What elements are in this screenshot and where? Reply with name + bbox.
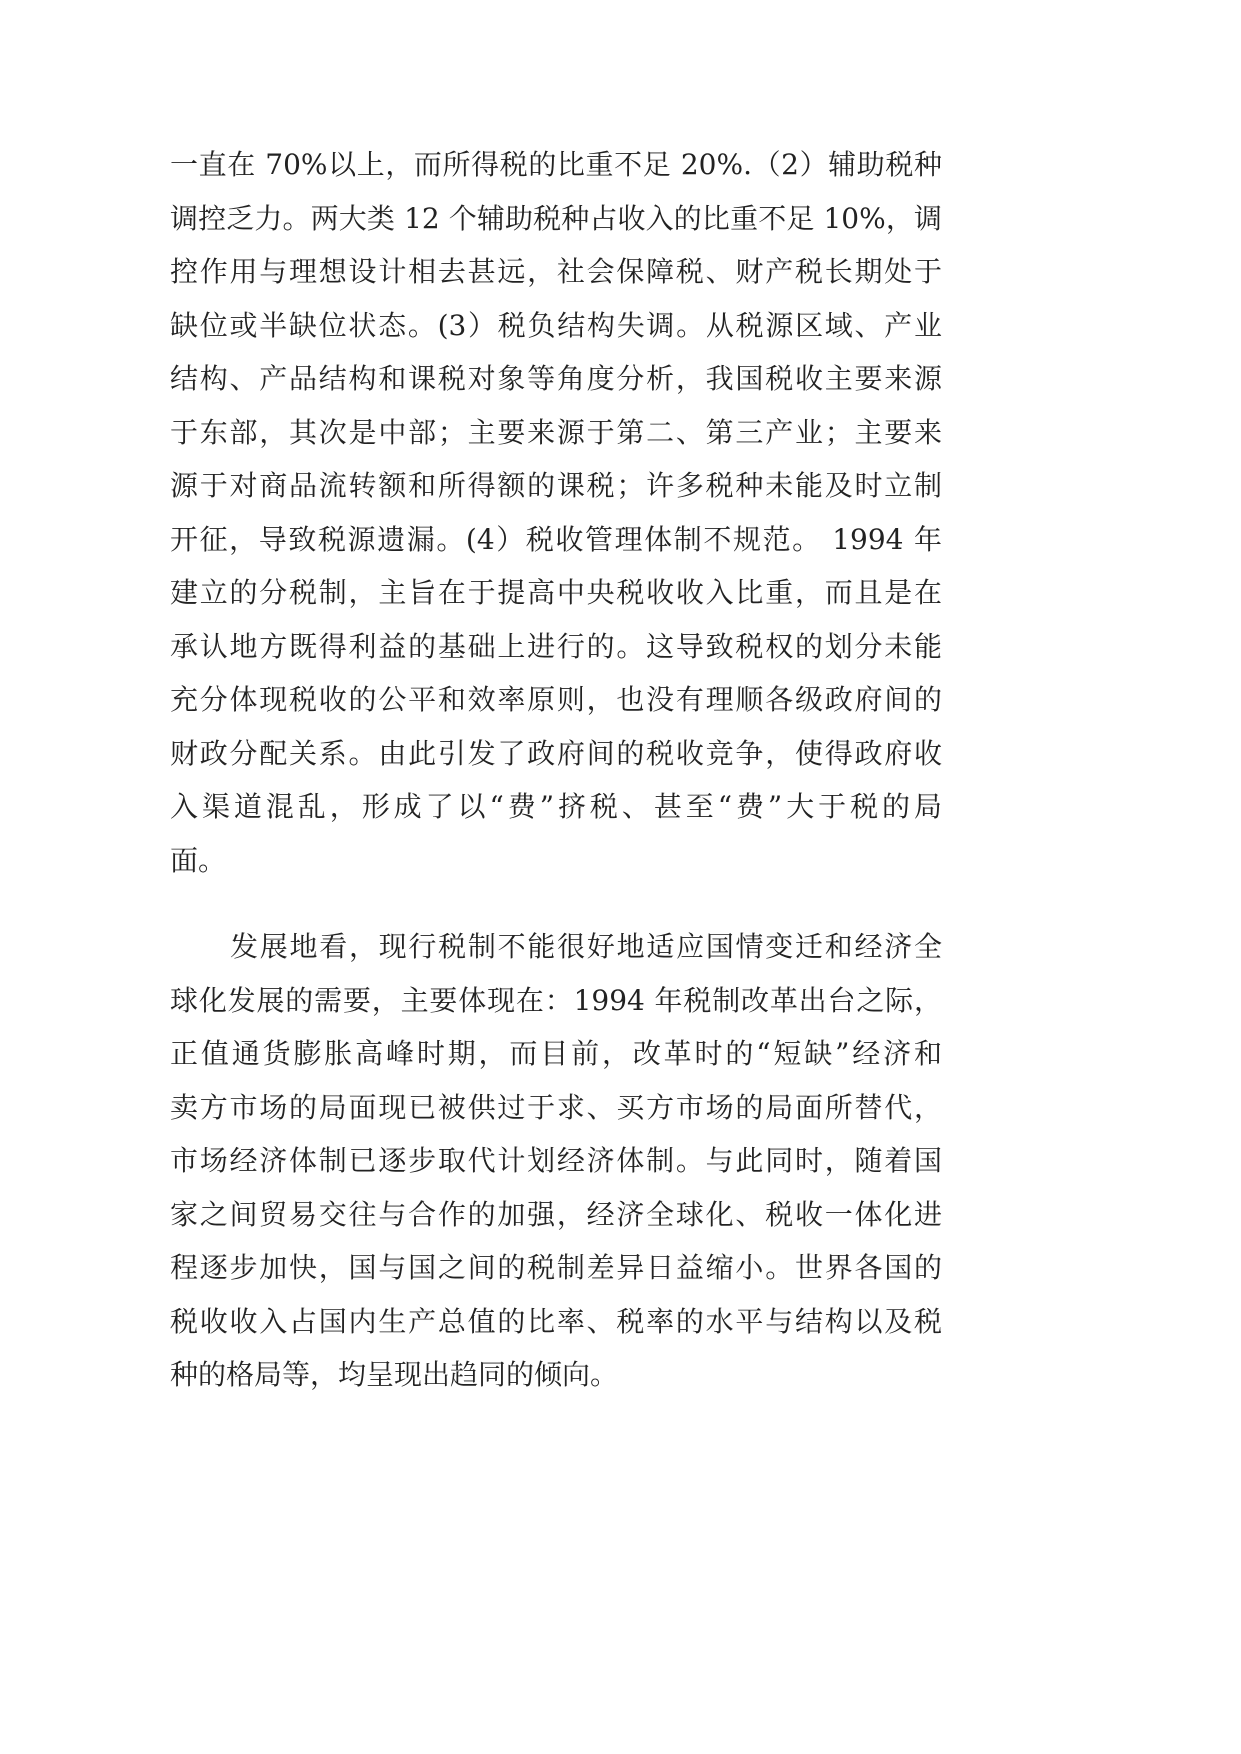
text-line: 一直在 70%以上，而所得税的比重不足 20%.（2）辅助税种 [170, 148, 942, 181]
text-line: 建立的分税制，主旨在于提高中央税收收入比重，而且是在 [170, 576, 942, 609]
text-line: 财政分配关系。由此引发了政府间的税收竞争，使得政府收 [170, 736, 942, 770]
text-line: 开征，导致税源遗漏。(4）税收管理体制不规范。 1994 年 [170, 522, 942, 556]
text-line: 充分体现税收的公平和效率原则，也没有理顺各级政府间的 [170, 683, 942, 716]
text-line: 调控乏力。两大类 12 个辅助税种占收入的比重不足 10%，调 [170, 201, 942, 235]
paragraph-1 [170, 138, 942, 887]
text-line: 源于对商品流转额和所得额的课税；许多税种未能及时立制 [170, 469, 942, 502]
text-line: 结构、产品结构和课税对象等角度分析，我国税收主要来源 [170, 362, 942, 395]
text-line: 球化发展的需要，主要体现在：1994 年税制改革出台之际， [170, 983, 942, 1017]
paragraph-2 [170, 920, 942, 1402]
text-line: 入渠道混乱，形成了以“费”挤税、甚至“费”大于税的局 [170, 790, 942, 823]
text-line: 程逐步加快，国与国之间的税制差异日益缩小。世界各国的 [170, 1251, 942, 1284]
text-line: 承认地方既得利益的基础上进行的。这导致税权的划分未能 [170, 629, 942, 663]
text-line: 税收收入占国内生产总值的比率、税率的水平与结构以及税 [170, 1304, 942, 1338]
text-line: 于东部，其次是中部；主要来源于第二、第三产业；主要来 [170, 415, 942, 449]
text-line: 种的格局等，均呈现出趋同的倾向。 [170, 1358, 619, 1391]
text-line: 正值通货膨胀高峰时期，而目前，改革时的“短缺”经济和 [170, 1037, 942, 1070]
text-line: 面。 [170, 843, 227, 877]
text-line: 市场经济体制已逐步取代计划经济体制。与此同时，随着国 [170, 1144, 942, 1177]
text-line: 发展地看，现行税制不能很好地适应国情变迁和经济全 [230, 930, 942, 963]
text-line: 控作用与理想设计相去甚远，社会保障税、财产税长期处于 [170, 255, 942, 288]
text-line: 家之间贸易交往与合作的加强，经济全球化、税收一体化进 [170, 1197, 942, 1231]
text-line: 卖方市场的局面现已被供过于求、买方市场的局面所替代， [170, 1090, 942, 1124]
text-line: 缺位或半缺位状态。(3）税负结构失调。从税源区域、产业 [170, 308, 942, 342]
